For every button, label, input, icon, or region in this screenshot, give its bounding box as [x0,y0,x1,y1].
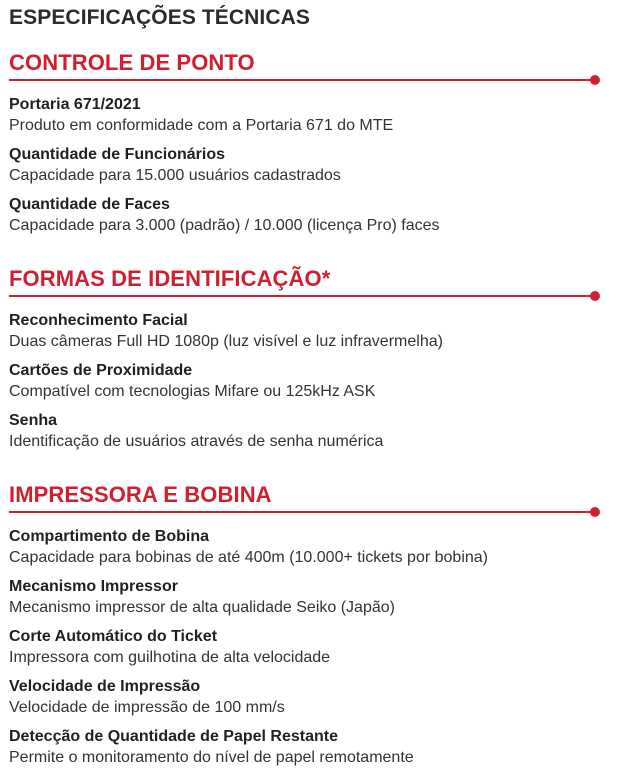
spec-description: Compatível com tecnologias Mifare ou 125kHz ASK [9,383,376,400]
spec-label: Mecanismo Impressor [9,578,178,595]
spec-label: Reconhecimento Facial [9,312,188,329]
section-divider [9,511,595,513]
spec-description: Capacidade para 3.000 (padrão) / 10.000 (licença Pro) faces [9,217,440,234]
spec-item [9,627,614,677]
spec-description: Mecanismo impressor de alta qualidade Seiko (Japão) [9,599,395,616]
spec-list [9,95,614,245]
spec-label: Quantidade de Faces [9,196,170,213]
spec-label: Quantidade de Funcionários [9,146,226,163]
spec-label: Corte Automático do Ticket [9,628,218,645]
spec-description: Produto em conformidade com a Portaria 671 do MTE [9,117,394,134]
section-title: CONTROLE DE PONTO [9,50,255,75]
spec-label: Detecção de Quantidade de Papel Restante [9,728,338,745]
spec-item [9,677,614,727]
spec-item [9,145,614,195]
spec-item [9,95,614,145]
spec-item [9,411,614,461]
section-title: IMPRESSORA E BOBINA [9,482,272,507]
section-divider [9,79,595,81]
spec-item [9,311,614,361]
spec-list [9,527,614,777]
spec-description: Identificação de usuários através de senha numérica [9,433,384,450]
section-divider [9,295,595,297]
spec-label: Velocidade de Impressão [9,678,201,695]
divider-dot-icon [590,507,600,517]
spec-description: Capacidade para 15.000 usuários cadastrados [9,167,341,184]
page-title: ESPECIFICAÇÕES TÉCNICAS [9,6,311,29]
divider-dot-icon [590,291,600,301]
spec-item [9,527,614,577]
spec-item [9,195,614,245]
spec-description: Capacidade para bobinas de até 400m (10.000+ tickets por bobina) [9,549,488,566]
spec-description: Permite o monitoramento do nível de papel remotamente [9,749,414,766]
spec-item [9,727,614,777]
spec-label: Compartimento de Bobina [9,528,210,545]
spec-list [9,311,614,461]
spec-label: Cartões de Proximidade [9,362,193,379]
spec-item [9,361,614,411]
spec-label: Portaria 671/2021 [9,96,141,113]
spec-description: Duas câmeras Full HD 1080p (luz visível e luz infravermelha) [9,333,443,350]
spec-label: Senha [9,412,58,429]
section-title: FORMAS DE IDENTIFICAÇÃO* [9,266,331,291]
divider-dot-icon [590,75,600,85]
spec-description: Velocidade de impressão de 100 mm/s [9,699,285,716]
spec-item [9,577,614,627]
spec-description: Impressora com guilhotina de alta velocidade [9,649,331,666]
